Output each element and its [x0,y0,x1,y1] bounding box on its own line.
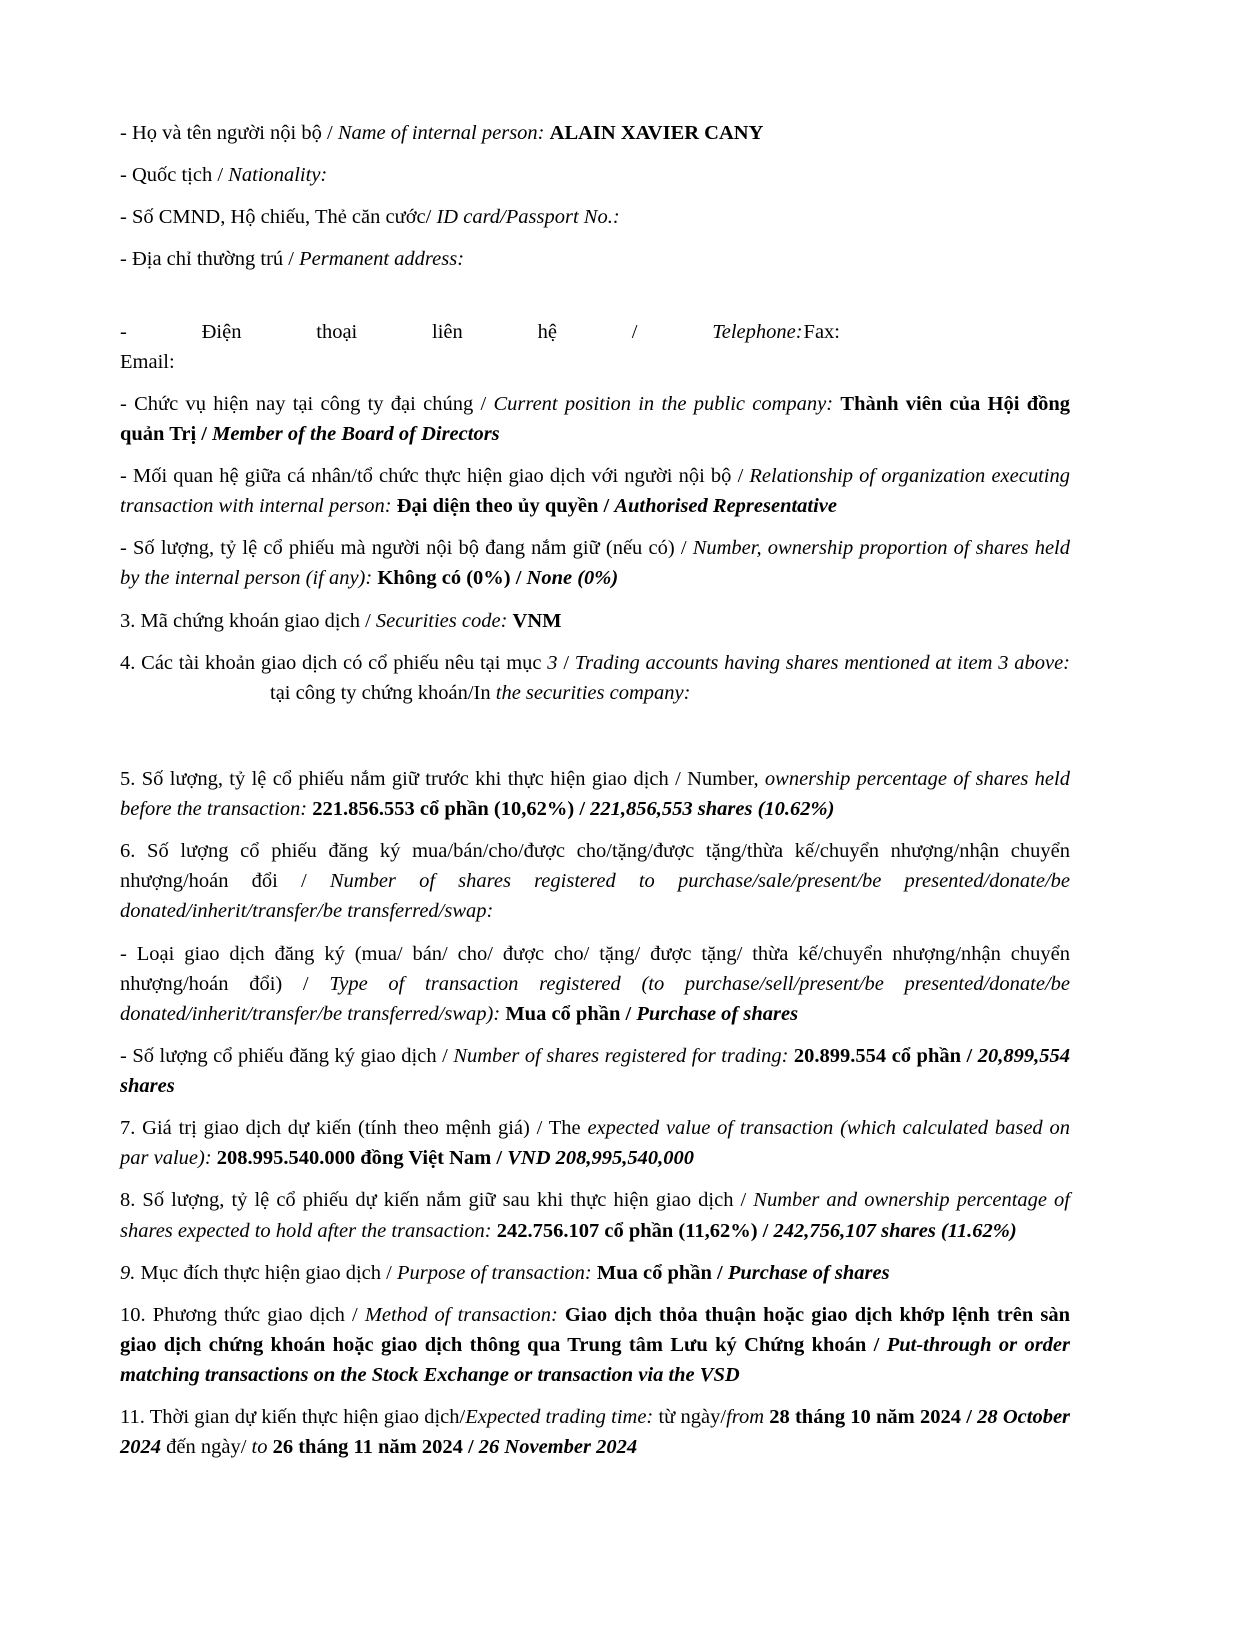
item8-vi-label: 8. Số lượng, tỷ lệ cổ phiếu dự kiến nắm giữ sau khi thực hiện giao dịch / [120,1189,754,1212]
name-en-label: Name of internal person: [337,122,550,144]
item-9-purpose [120,1258,1070,1288]
item-11-expected-time [120,1402,1070,1462]
item5-value-en: 221,856,553 shares (10.62%) [590,798,835,820]
spacer [120,287,1070,317]
fax-label: Fax: [803,320,840,343]
spacer [120,720,1070,764]
item8-en-label: Number and ownership percentage of shares expected to hold after the transaction: [120,1189,1071,1242]
item6-vi-label: 6. Số lượng cổ phiếu đăng ký mua/bán/cho/được cho/tặng/được tặng/thừa kế/chuyển nhượng/nhận chuyển nhượng/hoán đổi / [120,840,1070,893]
item11-to-date-en: 26 November 2024 [478,1436,638,1459]
item6-type-separator: / [620,1002,637,1025]
item6-type-value-en: Purchase of shares [636,1002,799,1025]
item8-value-en: 242,756,107 shares (11.62%) [773,1219,1017,1242]
item-5-shares-before [120,764,1070,824]
item10-vi-label: 10. Phương thức giao dịch / [120,1303,365,1326]
item-6-quantity [120,1041,1070,1101]
item10-en-label: Method of transaction: [364,1303,565,1326]
telephone-fax-row [120,317,1070,347]
address-en-label: Permanent address: [299,248,465,271]
item9-value-vi: Mua cổ phần [596,1261,712,1284]
item9-en-label: Purpose of transaction: [396,1261,597,1284]
address-vi-label: - Địa chỉ thường trú / [120,248,300,271]
item11-to-vi: đến ngày/ [161,1436,252,1459]
item4-item-number: 3 [547,651,558,674]
position-vi-label: - Chức vụ hiện nay tại công ty đại chúng / [120,392,494,415]
item6-type-en-label: Type of transaction registered (to purchase/sell/present/be presented/donate/be donated/inherit/transfer/be transferred/swap): [120,972,1070,1025]
name-line [120,118,1070,148]
telephone-en-label: Telephone: [712,320,803,343]
item-6-shares-registered [120,836,1070,926]
name-vi-label: - Họ và tên người nội bộ / [120,122,338,144]
nationality-vi-label: - Quốc tịch / [120,164,229,187]
relationship-line [120,461,1070,521]
telephone-vi-label: - Điện thoại liên hệ / [120,320,713,343]
position-en-label: Current position in the public company: [493,392,841,415]
item10-separator: / [866,1333,887,1356]
holding-vi-label: - Số lượng, tỷ lệ cổ phiếu mà người nội bộ đang nắm giữ (nếu có) / [120,537,693,560]
telephone-line [120,317,1070,377]
holding-line [120,533,1070,593]
holding-value-en: None (0%) [526,567,619,590]
item3-vi-label: 3. Mã chứng khoán giao dịch / [120,609,376,632]
relationship-en-label: Relationship of organization executing transaction with internal person: [120,465,1070,518]
item7-en-label: expected value of transaction (which calculated based on par value): [120,1117,1070,1170]
item4-company-en: the securities company: [495,681,691,704]
item7-value-en: VND 208,995,540,000 [507,1147,695,1170]
item5-vi-label: 5. Số lượng, tỷ lệ cổ phiếu nắm giữ trước khi thực hiện giao dịch / [120,767,688,790]
item-8-shares-after [120,1185,1070,1245]
item5-en-prefix: Number, [687,767,765,790]
item4-en-label: Trading accounts having shares mentioned at item 3 above: [574,651,1070,674]
item-4-trading-accounts [120,648,1070,708]
position-value-en: Member of the Board of Directors [212,422,500,445]
relationship-value-vi: Đại diện theo ủy quyền [396,495,599,518]
item6-qty-en-label: Number of shares registered for trading: [453,1044,794,1067]
item6-type-value-vi: Mua cổ phần [505,1002,621,1025]
item3-en-label: Securities code: [375,609,513,632]
item9-number: 9. [120,1261,136,1284]
item7-value-vi: 208.995.540.000 đồng Việt Nam [216,1147,492,1170]
item11-from-date-vi: 28 tháng 10 năm 2024 [769,1406,961,1429]
nationality-en-label: Nationality: [228,164,328,187]
item9-vi-label: Mục đích thực hiện giao dịch / [135,1261,397,1284]
item6-type-vi-label: - Loại giao dịch đăng ký (mua/ bán/ cho/ được cho/ tặng/ được tặng/ thừa kế/chuyển nhượng/nhận chuyển nhượng/hoán đổi) / [120,942,1070,995]
item11-en-label: Expected trading time: [465,1406,659,1429]
relationship-separator: / [598,495,615,518]
item4-company-vi: tại công ty chứng khoán/In [270,681,496,704]
id-card-line [120,202,1070,232]
item5-separator: / [574,798,591,820]
item11-to-en: to [251,1436,273,1459]
holding-en-label: Number, ownership proportion of shares held by the internal person (if any): [120,537,1070,590]
nationality-line [120,160,1070,190]
item6-qty-value-vi: 20.899.554 cổ phần [793,1044,962,1067]
item5-value-vi: 221.856.553 cổ phần (10,62%) [312,798,575,820]
item-7-expected-value [120,1113,1070,1173]
position-line [120,389,1070,449]
holding-value-vi: Không có (0%) [377,567,511,590]
item6-qty-vi-label: - Số lượng cổ phiếu đăng ký giao dịch / [120,1044,454,1067]
item11-from-vi: từ ngày/ [658,1406,727,1429]
email-label: Email: [120,350,175,373]
position-value-vi: Thành viên của Hội đồng quản Trị [120,392,1070,445]
item6-qty-value-en: 20,899,554 shares [120,1044,1070,1097]
item7-en-prefix: The [548,1117,588,1140]
address-line [120,244,1070,274]
relationship-vi-label: - Mối quan hệ giữa cá nhân/tổ chức thực hiện giao dịch với người nội bộ / [120,465,750,487]
item11-vi-label: 11. Thời gian dự kiến thực hiện giao dịch/ [120,1406,466,1429]
item11-sep2: / [462,1436,479,1459]
document-body [120,118,1070,1462]
item7-vi-label: 7. Giá trị giao dịch dự kiến (tính theo mệnh giá) / [120,1117,549,1140]
item4-vi-label: 4. Các tài khoản giao dịch có cổ phiếu nêu tại mục [120,651,548,674]
item-3-securities-code [120,606,1070,636]
item4-separator: / [557,651,575,674]
name-value: ALAIN XAVIER CANY [549,122,764,144]
id-card-vi-label: - Số CMND, Hộ chiếu, Thẻ căn cước/ [120,206,437,229]
item-6-transaction-type [120,939,1070,1029]
item11-from-date-en: 28 October 2024 [120,1406,1071,1459]
item9-value-en: Purchase of shares [727,1261,890,1284]
id-card-en-label: ID card/Passport No.: [436,206,620,229]
item-10-method [120,1300,1070,1390]
item11-to-date-vi: 26 tháng 11 năm 2024 [272,1436,463,1459]
item6-en-label: Number of shares registered to purchase/sale/present/be presented/donate/be donated/inherit/transfer/be transferred/swap: [120,870,1071,923]
relationship-value-en: Authorised Representative [614,495,838,518]
holding-separator: / [510,567,527,590]
item9-separator: / [711,1261,728,1284]
item8-value-vi: 242.756.107 cổ phần (11,62%) [496,1219,758,1242]
item6-qty-separator: / [961,1044,978,1067]
item7-separator: / [491,1147,508,1170]
item11-from-en: from [726,1406,770,1429]
position-separator: / [196,422,213,445]
item10-value-vi: Giao dịch thỏa thuận hoặc giao dịch khớp lệnh trên sàn giao dịch chứng khoán hoặc giao dịch thông qua Trung tâm Lưu ký Chứng khoán [120,1303,1070,1356]
item11-sep1: / [960,1406,978,1429]
item8-separator: / [757,1219,774,1242]
item5-en-label: ownership percentage of shares held before the transaction: [120,767,1070,820]
item3-value: VNM [512,609,562,632]
item10-value-en: Put-through or order matching transactions on the Stock Exchange or transaction via the VSD [120,1333,1071,1386]
